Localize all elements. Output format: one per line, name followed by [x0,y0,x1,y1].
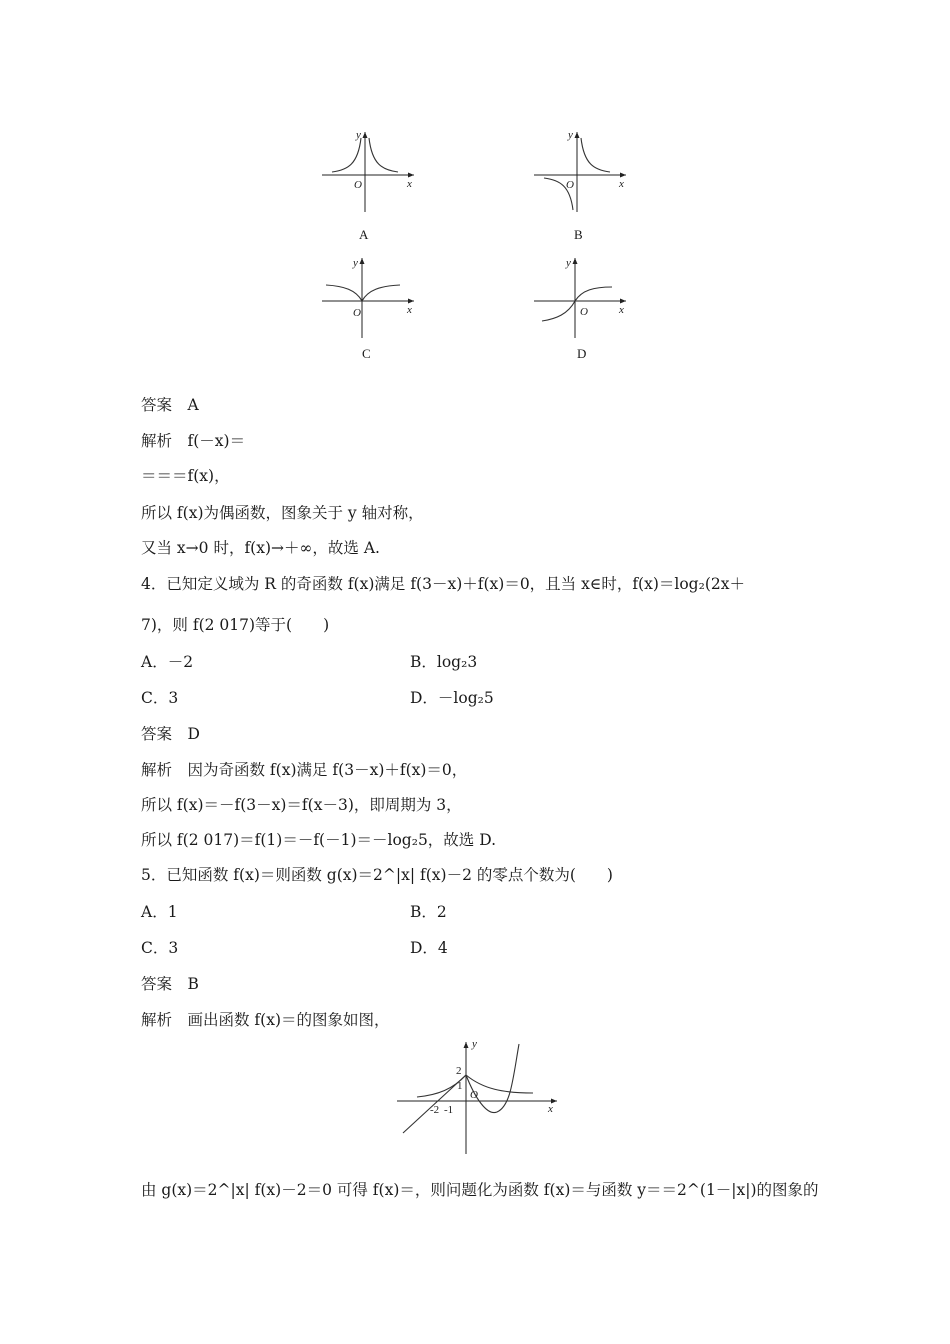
q5-option-b: B．2 [410,903,447,921]
question-4-line1: 4．已知定义域为 R 的奇函数 f(x)满足 f(3－x)＋f(x)＝0，且当 x∈时，f(x)＝log₂(2x＋ [141,575,745,593]
y-axis-label: y [356,129,361,141]
figure-d-caption: D [577,346,587,361]
analysis-q5-line1: 解析 画出函数 f(x)＝的图象如图， [141,1011,390,1029]
figure-c [318,254,418,340]
origin-label: O [580,306,588,318]
q4-option-a: A．－2 [141,653,194,671]
analysis-q5-line2: 由 g(x)＝2^|x| f(x)－2＝0 可得 f(x)＝，则问题化为函数 f(x)＝与函数 y＝＝2^(1－|x|)的图象的 [141,1181,819,1199]
answer-q3: 答案 A [141,396,199,414]
figure-b [530,128,630,214]
analysis-q4-line1: 解析 因为奇函数 f(x)满足 f(3－x)＋f(x)＝0， [141,761,468,779]
y-axis-label: y [353,257,358,269]
x-axis-label: x [407,304,412,316]
x-axis-label: x [407,178,412,190]
analysis-q4-line2: 所以 f(x)＝－f(3－x)＝f(x－3)，即周期为 3， [141,796,462,814]
q5-option-d: D．4 [410,939,448,957]
origin-label: O [353,307,361,319]
q5-function-graph [393,1038,563,1156]
analysis-q4-line3: 所以 f(2 017)＝f(1)＝－f(－1)＝－log₂5，故选 D. [141,831,497,849]
q5-option-c: C．3 [141,939,179,957]
origin-label: O [354,179,362,191]
tick-label-1: 1 [457,1080,463,1092]
analysis-q3-line2: ＝＝＝f(x)， [141,467,230,485]
y-axis-label: y [566,257,571,269]
tick-label-2: 2 [456,1065,462,1077]
analysis-q3-line3: 所以 f(x)为偶函数，图象关于 y 轴对称， [141,504,424,522]
answer-q4: 答案 D [141,725,200,743]
analysis-q3-line1: 解析 f(－x)＝ [141,432,246,450]
x-axis-label: x [619,178,624,190]
question-4-line2: 7)，则 f(2 017)等于( ) [141,616,330,634]
origin-label: O [566,179,574,191]
origin-label: O [470,1089,478,1101]
figure-b-caption: B [574,227,583,242]
figure-a [318,128,418,214]
answer-q5: 答案 B [141,975,199,993]
q4-option-c: C．3 [141,689,179,707]
analysis-q3-line4: 又当 x→0 时，f(x)→＋∞，故选 A. [141,539,380,557]
x-axis-label: x [619,304,624,316]
y-axis-label: y [568,129,573,141]
x-axis-label: x [548,1103,553,1115]
q5-option-a: A．1 [141,903,178,921]
figure-c-caption: C [362,346,371,361]
figure-a-caption: A [359,227,369,242]
figure-d [530,254,630,340]
tick-label-neg1: -1 [444,1104,454,1116]
y-axis-label: y [472,1038,477,1050]
q4-option-d: D．－log₂5 [410,689,494,707]
question-5: 5．已知函数 f(x)＝则函数 g(x)＝2^|x| f(x)－2 的零点个数为( ) [141,866,613,884]
tick-label-neg2: -2 [430,1104,440,1116]
q4-option-b: B．log₂3 [410,653,478,671]
